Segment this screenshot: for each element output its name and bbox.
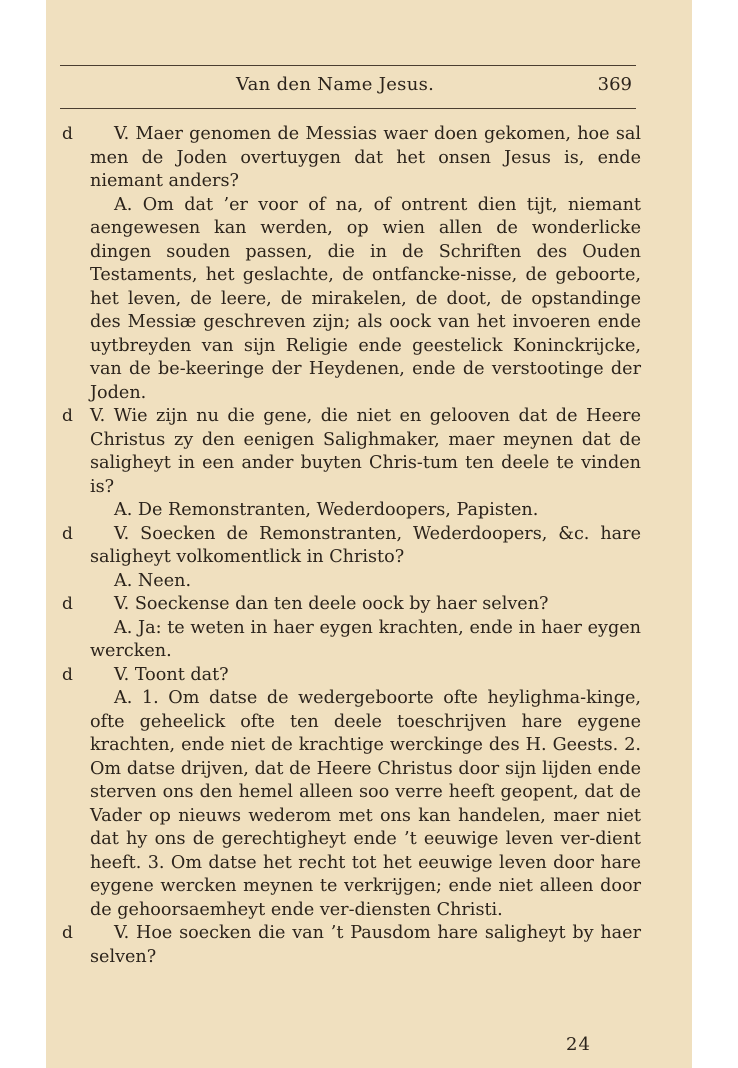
paragraph-text: V. Soecken de Remonstranten, Wederdoopers, &c. hare saligheyt volkomentlick in Christo? (90, 523, 641, 567)
header-rule-top (60, 65, 636, 66)
answer-paragraph (90, 617, 641, 664)
paragraph-text: V. Wie zijn nu die gene, die niet en gelooven dat de Heere Christus zy den eenigen Salighmaker, maer meynen dat de saligheyt in een ander buyten Chris-tum ten deele te vinden is? (90, 406, 641, 497)
margin-mark: d (62, 594, 73, 614)
margin-mark: d (62, 523, 73, 544)
paragraph-text: V. Maer genomen de Messias waer doen gekomen, hoe sal men de Joden overtuygen dat het onsen Jesus is, ende niemant anders? (90, 124, 641, 191)
margin-mark: d (62, 124, 73, 144)
question-paragraph (62, 405, 641, 499)
question-paragraph (62, 922, 641, 969)
book-page (46, 0, 692, 1068)
page-number: 369 (597, 74, 632, 95)
answer-paragraph (90, 194, 641, 406)
paragraph-text: A. Om dat ’er voor of na, of ontrent dien tijt, niemant aengewesen kan werden, op wien allen de wonderlicke dingen souden passen, die in de Schriften des Ouden Testaments, het geslachte, de ontfancke-nisse, de geboorte, het leven, de leere, de mirakelen, de doot, de opstandinge des Messiæ geschreven zijn; als oock van het invoeren ende uytbreyden van sijn Religie ende geestelick Koninckrijcke, van de be-keeringe der Heydenen, ende de verstootinge der Joden. (90, 194, 641, 403)
paragraph-text: A. 1. Om datse de wedergeboorte ofte heylighma-kinge, ofte geheelick ofte ten deele toeschrijven hare eygene krachten, ende niet de krachtige werckinge des H. Geests. 2. Om datse drijven, dat de Heere Christus door sijn lijden ende sterven ons den hemel alleen soo verre heeft geopent, dat de Vader op nieuws wederom met ons kan handelen, maer niet dat hy ons de gerechtigheyt ende ’t eeuwige leven ver-dient heeft. 3. Om datse het recht tot het eeuwige leven door hare eygene wercken meynen te verkrijgen; ende niet alleen door de gehoorsaemheyt ende ver-diensten Christi. (90, 688, 641, 920)
question-paragraph (62, 593, 641, 617)
margin-mark: d (62, 923, 73, 943)
question-paragraph (62, 123, 641, 194)
answer-paragraph (90, 570, 641, 594)
margin-mark: d (62, 406, 73, 426)
paragraph-text: A. Neen. (114, 570, 192, 591)
answer-paragraph (90, 499, 641, 523)
paragraph-text: V. Soeckense dan ten deele oock by haer selven? (114, 594, 549, 614)
margin-mark: d (62, 664, 73, 685)
signature-mark: 24 (566, 1034, 591, 1055)
question-paragraph (62, 664, 641, 688)
paragraph-text: A. De Remonstranten, Wederdoopers, Papisten. (114, 500, 539, 520)
paragraph-text: A. Ja: te weten in haer eygen krachten, ende in haer eygen wercken. (90, 617, 641, 661)
page-body (62, 123, 641, 969)
question-paragraph (62, 523, 641, 570)
header-rule-bottom (60, 108, 636, 109)
paragraph-text: V. Toont dat? (114, 664, 229, 685)
paragraph-text: V. Hoe soecken die van ’t Pausdom hare saligheyt by haer selven? (90, 923, 641, 967)
running-title: Van den Name Jesus. (236, 74, 435, 95)
answer-paragraph (90, 687, 641, 922)
running-header (60, 74, 636, 102)
